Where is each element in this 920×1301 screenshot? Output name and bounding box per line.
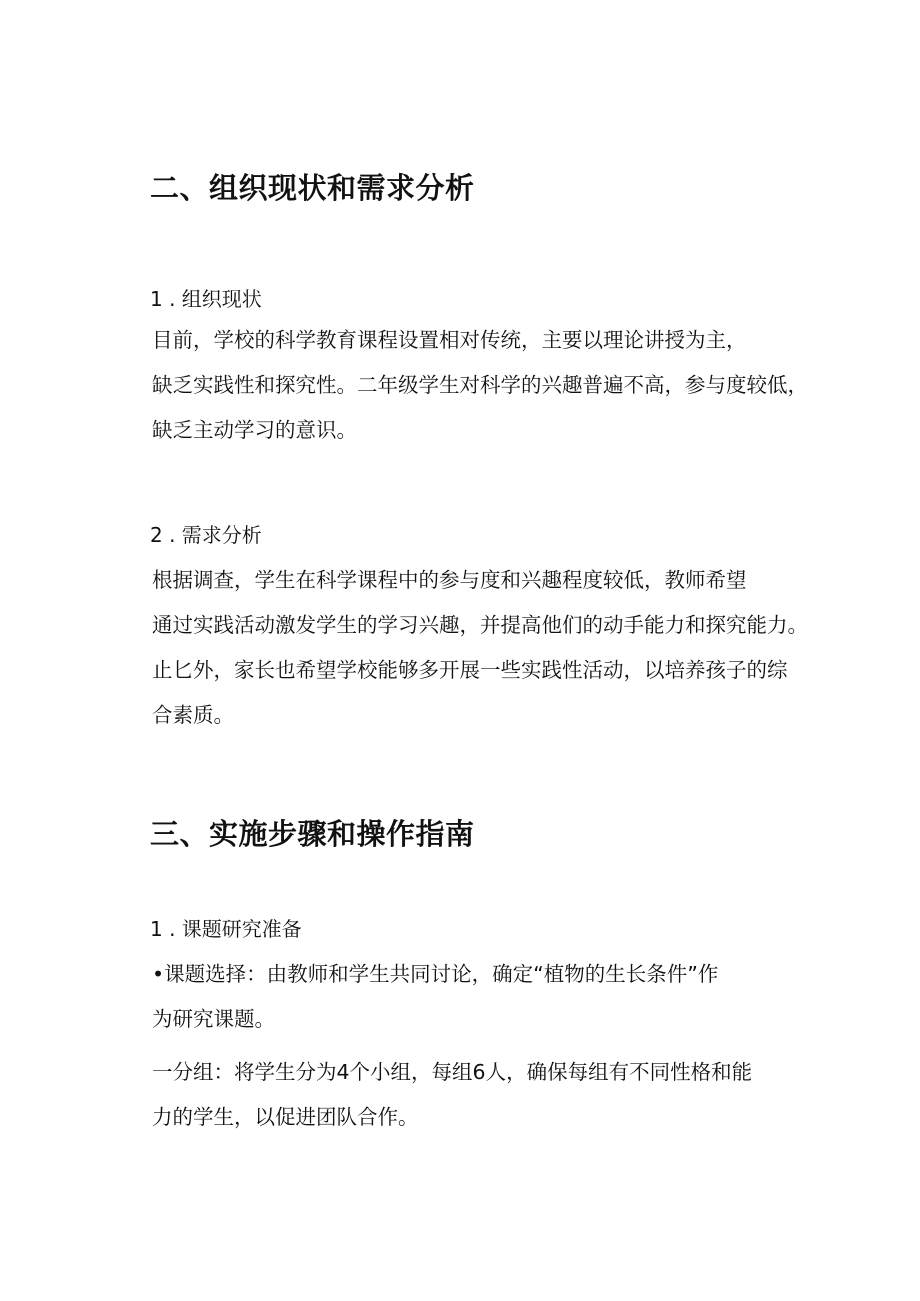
paragraph-grouping <box>150 1050 830 1140</box>
subsection-title-prep: 1 . 课题研究准备 <box>150 917 302 941</box>
text-line: 为研究课题。 <box>152 1007 275 1031</box>
text-line: 缺乏实践性和探究性。二年级学生对科学的兴趣普遍不高，参与度较低， <box>152 373 808 397</box>
text-line: 止匕外，家长也希望学校能够多开展一些实践性活动，以培养孩子的综 <box>152 658 788 682</box>
text-line: 目前，学校的科学教育课程设置相对传统，主要以理论讲授为主， <box>152 328 747 352</box>
section-heading-3: 三、实施步骤和操作指南 <box>150 817 475 851</box>
paragraph-status <box>150 318 830 453</box>
subsection-title-needs: 2 . 需求分析 <box>150 523 262 547</box>
text-line: 通过实践活动激发学生的学习兴趣，并提高他们的动手能力和探究能力。 <box>152 613 808 637</box>
text-line: 力的学生，以促进团队合作。 <box>152 1105 419 1129</box>
text-line: •课题选择：由教师和学生共同讨论，确定“植物的生长条件”作 <box>152 962 719 986</box>
text-line: 根据调查，学生在科学课程中的参与度和兴趣程度较低，教师希望 <box>152 568 747 592</box>
paragraph-topic-selection <box>150 952 830 1042</box>
text-line: 合素质。 <box>152 703 234 727</box>
section-heading-2: 二、组织现状和需求分析 <box>150 171 475 205</box>
text-line: 缺乏主动学习的意识。 <box>152 418 357 442</box>
subsection-title-status: 1 . 组织现状 <box>150 287 262 311</box>
paragraph-needs <box>150 558 830 738</box>
text-line: 一分组：将学生分为4个小组，每组6人，确保每组有不同性格和能 <box>152 1060 753 1084</box>
